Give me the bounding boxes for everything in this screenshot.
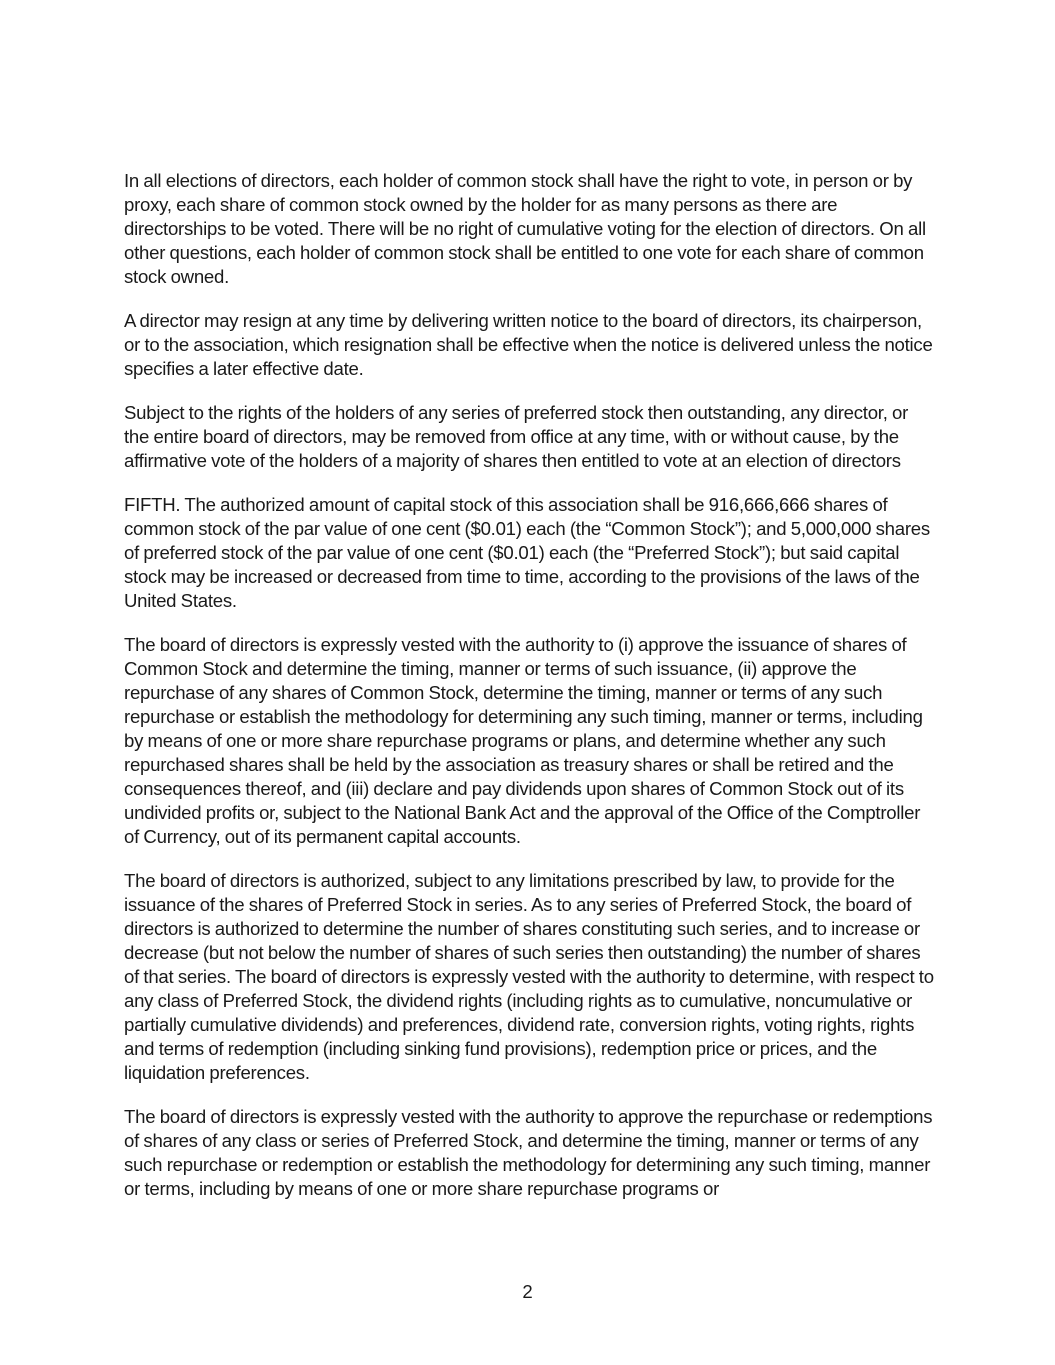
paragraph-preferred-stock-series: The board of directors is authorized, subject to any limitations prescribed by law, to provide for the issuance of the shares of Preferred Stock in series. As to any series of Preferred Stock, the board of directors is authorized to determine the number of shares constituting such series, and to increase or decrease (but not below the number of shares of such series then outstanding) the number of shares of that series. The board of directors is expressly vested with the authority to determine, with respect to any class of Preferred Stock, the dividend rights (including rights as to cumulative, noncumulative or partially cumulative dividends) and preferences, dividend rate, conversion rights, voting rights, rights and terms of redemption (including sinking fund provisions), redemption price or prices, and the liquidation preferences. <box>124 870 934 1083</box>
paragraph-fifth-capital-stock: FIFTH. The authorized amount of capital stock of this association shall be 916,666,666 shares of common stock of the par value of one cent ($0.01) each (the “Common Stock”); and 5,000,000 shares of preferred stock of the par value of one cent ($0.01) each (the “Preferred Stock”); but said capital stock may be increased or decreased from time to time, according to the provisions of the laws of the United States. <box>124 494 930 611</box>
paragraph-election-voting: In all elections of directors, each holder of common stock shall have the right to vote, in person or by proxy, each share of common stock owned by the holder for as many persons as there are directorships to be voted. There will be no right of cumulative voting for the election of directors. On all other questions, each holder of common stock shall be entitled to one vote for each share of common stock owned. <box>124 170 926 287</box>
paragraph-common-stock-authority: The board of directors is expressly vested with the authority to (i) approve the issuance of shares of Common Stock and determine the timing, manner or terms of such issuance, (ii) approve the repurchase of any shares of Common Stock, determine the timing, manner or terms of any such repurchase or establish the methodology for determining any such timing, manner or terms, including by means of one or more share repurchase programs or plans, and determine whether any such repurchased shares shall be held by the association as treasury shares or shall be retired and the consequences thereof, and (iii) declare and pay dividends upon shares of Common Stock out of its undivided profits or, subject to the National Bank Act and the approval of the Office of the Comptroller of Currency, out of its permanent capital accounts. <box>124 634 923 847</box>
paragraph-preferred-stock-repurchase: The board of directors is expressly vested with the authority to approve the repurchase or redemptions of shares of any class or series of Preferred Stock, and determine the timing, manner or terms of any such repurchase or redemption or establish the methodology for determining any such timing, manner or terms, including by means of one or more share repurchase programs or <box>124 1106 933 1199</box>
paragraph-director-resignation: A director may resign at any time by delivering written notice to the board of directors, its chairperson, or to the association, which resignation shall be effective when the notice is delivered unless the notice specifies a later effective date. <box>124 310 933 379</box>
document-body <box>124 169 936 1221</box>
page-number: 2 <box>522 1281 533 1302</box>
paragraph-director-removal: Subject to the rights of the holders of any series of preferred stock then outstanding, any director, or the entire board of directors, may be removed from office at any time, with or without cause, by the affirmative vote of the holders of a majority of shares then entitled to vote at an election of directors <box>124 402 909 471</box>
